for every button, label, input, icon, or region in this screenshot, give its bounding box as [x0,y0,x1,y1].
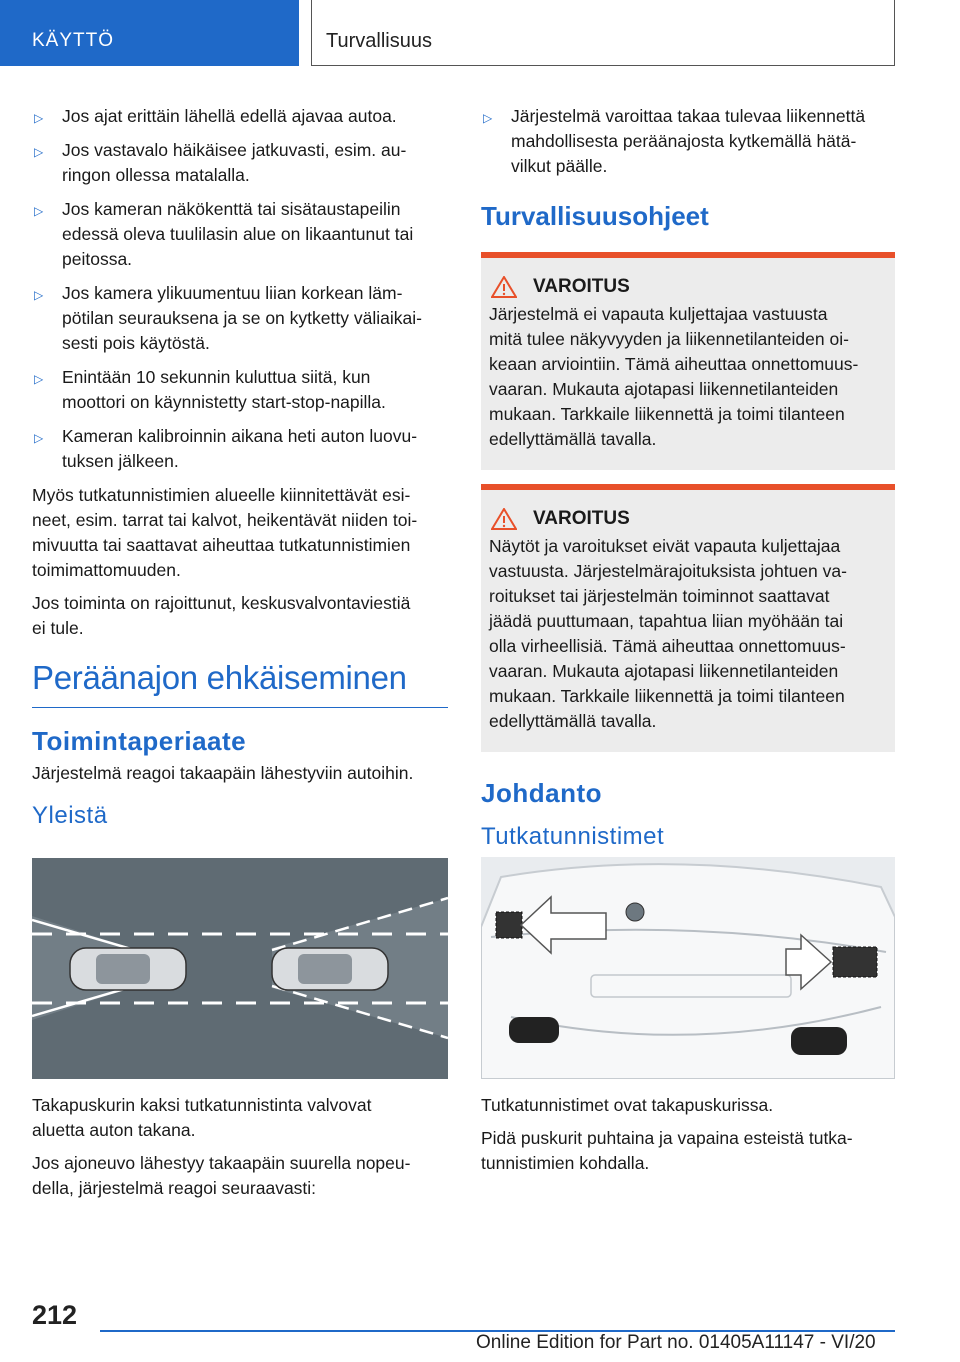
warning-box [481,252,895,470]
list-item [32,365,448,415]
warning-label: VAROITUS [533,508,630,529]
triangle-bullet-icon: ▷ [34,288,44,302]
list-item-text: Jos kameran näkökenttä tai sisätaustapeilin edessä oleva tuulilasin alue on likaantunut tai peitossa. [62,199,414,269]
list-item-text: Enintään 10 sekunnin kuluttua siitä, kun moottori on käynnistetty start-stop-napilla. [62,367,386,412]
warning-triangle-icon [491,276,517,298]
list-item [481,104,895,179]
triangle-bullet-icon: ▷ [483,111,493,125]
chapter-title-text: Turvallisuus [326,30,432,52]
list-item-text: Järjestelmä varoittaa takaa tulevaa liikennettä mahdollisesta peräänajosta kytkemällä hätä- vilkut päälle. [511,106,866,176]
warning-triangle-icon [491,508,517,530]
warning-text: Näytöt ja varoitukset eivät vapauta kuljettajaa vastuusta. Järjestelmärajoituksista johtuen va- roitukset tai järjestelmän toiminnot saattavat jäädä puuttumaan, tapahtua liian myöhään tai olla virheellisiä. Tämä aiheuttaa onnettomuus- vaaran. Mukauta ajotapasi liikennetilanteiden mukaan. Tarkkaile liikennettä ja toimi tilanteen edellyttämällä tavalla. [489,536,847,731]
left-column [32,104,448,1209]
warning-header [489,276,887,298]
list-item-text: Jos ajat erittäin lähellä edellä ajavaa autoa. [62,106,397,126]
section-tab [0,0,299,66]
figure-caption: Tutkatunnistimet ovat takapuskurissa. [481,1095,774,1115]
cleaning-text: Pidä puskurit puhtaina ja vapaina esteistä tutka- tunnistimien kohdalla. [481,1128,853,1173]
edition-note: Online Edition for Part no. 01405A11147 - VI/20 [476,1332,876,1353]
list-item-text: Jos vastavalo häikäisee jatkuvasti, esim. au- ringon ollessa matalalla. [62,140,407,185]
section-label: KÄYTTÖ [32,30,115,51]
radar-sensors-heading: Tutkatunnistimet [481,823,665,850]
rear-car-icon [70,948,186,990]
limited-function-paragraph: Jos toiminta on rajoittunut, keskusvalvontaviestiä ei tule. [32,593,411,638]
triangle-bullet-icon: ▷ [34,204,44,218]
warning-box [481,484,895,752]
page-number: 212 [32,1300,78,1330]
list-item-text: Jos kamera ylikuumentuu liian korkean läm- pötilan seurauksena ja se on kytketty väliaikai- sesti pois käytöstä. [62,283,422,353]
triangle-bullet-icon: ▷ [34,431,44,445]
reaction-list [481,104,895,179]
triangle-bullet-icon: ▷ [34,145,44,159]
chapter-title [311,0,895,66]
general-heading: Yleistä [32,802,108,829]
list-item-text: Kameran kalibroinnin aikana heti auton luovu- tuksen jälkeen. [62,426,418,471]
rear-bumper-illustration [481,857,895,1079]
radar-coverage-illustration [32,858,448,1079]
bumper-photo [481,857,895,1079]
list-item [32,281,448,356]
subsection-heading: Toimintaperiaate [32,726,247,756]
front-car-icon [272,948,388,990]
list-item [32,197,448,272]
list-item [32,424,448,474]
warning-header [489,508,887,530]
list-item [32,104,448,129]
triangle-bullet-icon: ▷ [34,372,44,386]
sticker-paragraph: Myös tutkatunnistimien alueelle kiinnitettävät esi- neet, esim. tarrat tai kalvot, heikentävät niiden toi- mivuutta tai saattavat aiheuttaa tutkatunnistimien toimimattomuuden. [32,485,418,580]
condition-list [32,104,448,474]
figure-caption: Takapuskurin kaksi tutkatunnistinta valvovat aluetta auton takana. [32,1095,372,1140]
warning-label: VAROITUS [533,276,630,297]
triangle-bullet-icon: ▷ [34,111,44,125]
section-heading: Peräänajon ehkäiseminen [32,659,448,708]
road-diagram [32,858,448,1079]
list-item [32,138,448,188]
right-column [481,104,895,1184]
principle-text: Järjestelmä reagoi takaapäin lähestyviin autoihin. [32,763,414,783]
warning-text: Järjestelmä ei vapauta kuljettajaa vastuusta mitä tulee näkyvyyden ja liikennetilanteiden oi- keaan arviointiin. Tämä aiheuttaa onnettomuus- vaaran. Mukauta ajotapasi liikennetilanteiden mukaan. Tarkkaile liikennettä ja toimi tilanteen edellyttämällä tavalla. [489,304,859,449]
introduction-heading: Johdanto [481,778,602,808]
safety-heading: Turvallisuusohjeet [481,201,709,231]
approach-text: Jos ajoneuvo lähestyy takaapäin suurella nopeu- della, järjestelmä reagoi seuraavasti: [32,1153,411,1198]
